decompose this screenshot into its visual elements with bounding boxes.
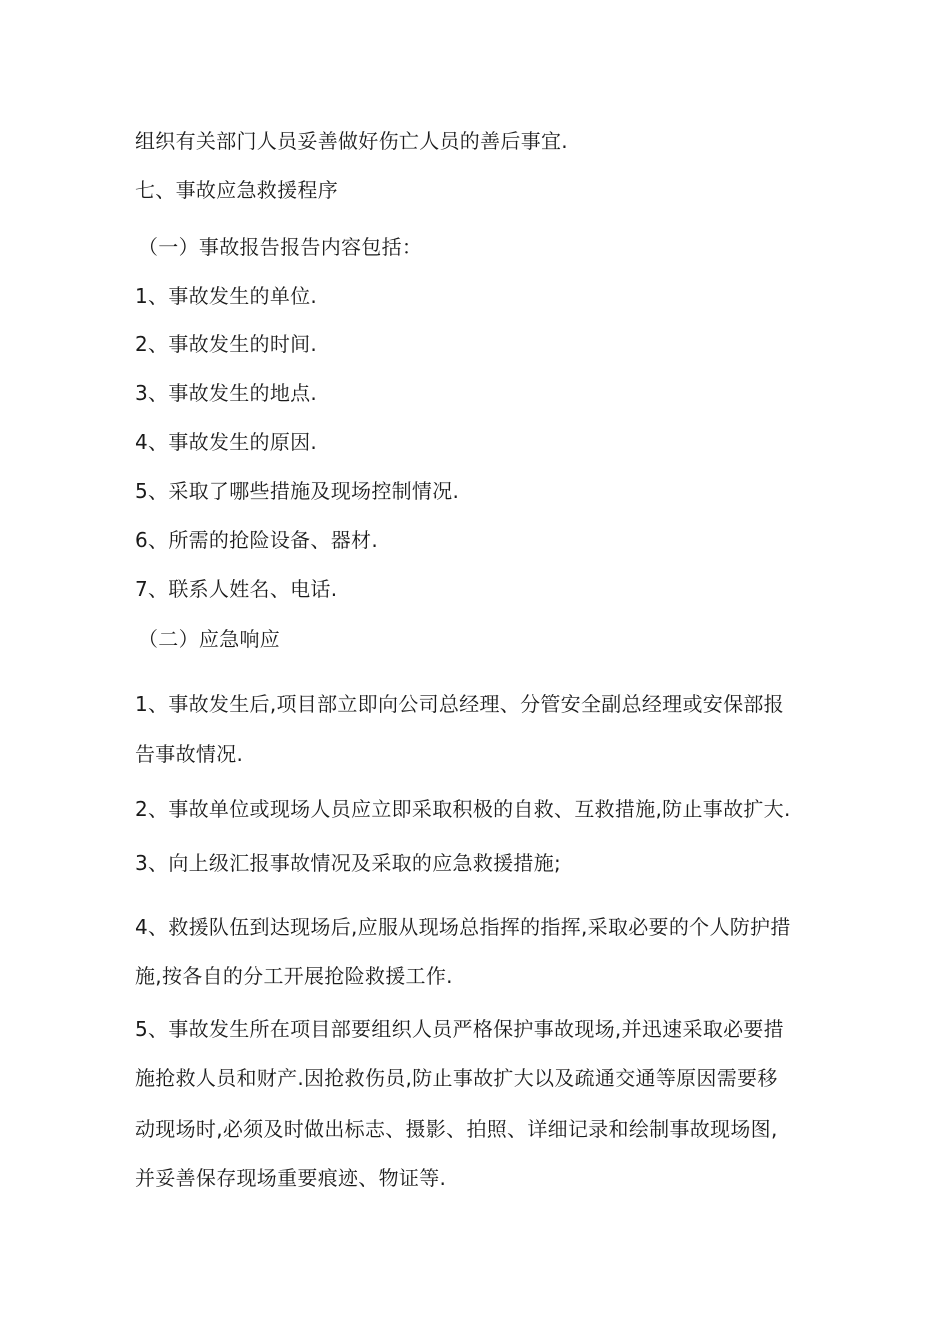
- list-item-response-1-line-1: 1、事故发生后,项目部立即向公司总经理、分管安全副总经理或安保部报: [135, 692, 784, 716]
- subsection-heading-emergency-response: （二）应急响应: [138, 627, 281, 651]
- list-item-response-1-line-2: 告事故情况.: [135, 742, 244, 766]
- list-item-response-5-line-3: 动现场时,必须及时做出标志、摄影、拍照、详细记录和绘制事故现场图,: [135, 1117, 778, 1141]
- list-item-report-7: 7、联系人姓名、电话.: [135, 577, 338, 601]
- list-item-response-4-line-2: 施,按各自的分工开展抢险救援工作.: [135, 964, 453, 988]
- list-item-report-3: 3、事故发生的地点.: [135, 381, 318, 405]
- list-item-response-3: 3、向上级汇报事故情况及采取的应急救援措施;: [135, 851, 562, 875]
- section-heading-rescue-procedure: 七、事故应急救援程序: [135, 178, 338, 202]
- list-item-response-5-line-4: 并妥善保存现场重要痕迹、物证等.: [135, 1166, 447, 1190]
- subsection-heading-accident-report: （一）事故报告报告内容包括：: [138, 235, 423, 259]
- list-item-report-6: 6、所需的抢险设备、器材.: [135, 528, 378, 552]
- list-item-response-5-line-1: 5、事故发生所在项目部要组织人员严格保护事故现场,并迅速采取必要措: [135, 1017, 784, 1041]
- list-item-report-5: 5、采取了哪些措施及现场控制情况.: [135, 479, 460, 503]
- list-item-response-2: 2、事故单位或现场人员应立即采取积极的自救、互救措施,防止事故扩大.: [135, 797, 791, 821]
- list-item-report-2: 2、事故发生的时间.: [135, 332, 318, 356]
- paragraph-aftermath: 组织有关部门人员妥善做好伤亡人员的善后事宜.: [135, 129, 568, 153]
- list-item-response-4-line-1: 4、救援队伍到达现场后,应服从现场总指挥的指挥,采取必要的个人防护措: [135, 915, 791, 939]
- list-item-response-5-line-2: 施抢救人员和财产.因抢救伤员,防止事故扩大以及疏通交通等原因需要移: [135, 1066, 778, 1090]
- list-item-report-4: 4、事故发生的原因.: [135, 430, 318, 454]
- list-item-report-1: 1、事故发生的单位.: [135, 284, 318, 308]
